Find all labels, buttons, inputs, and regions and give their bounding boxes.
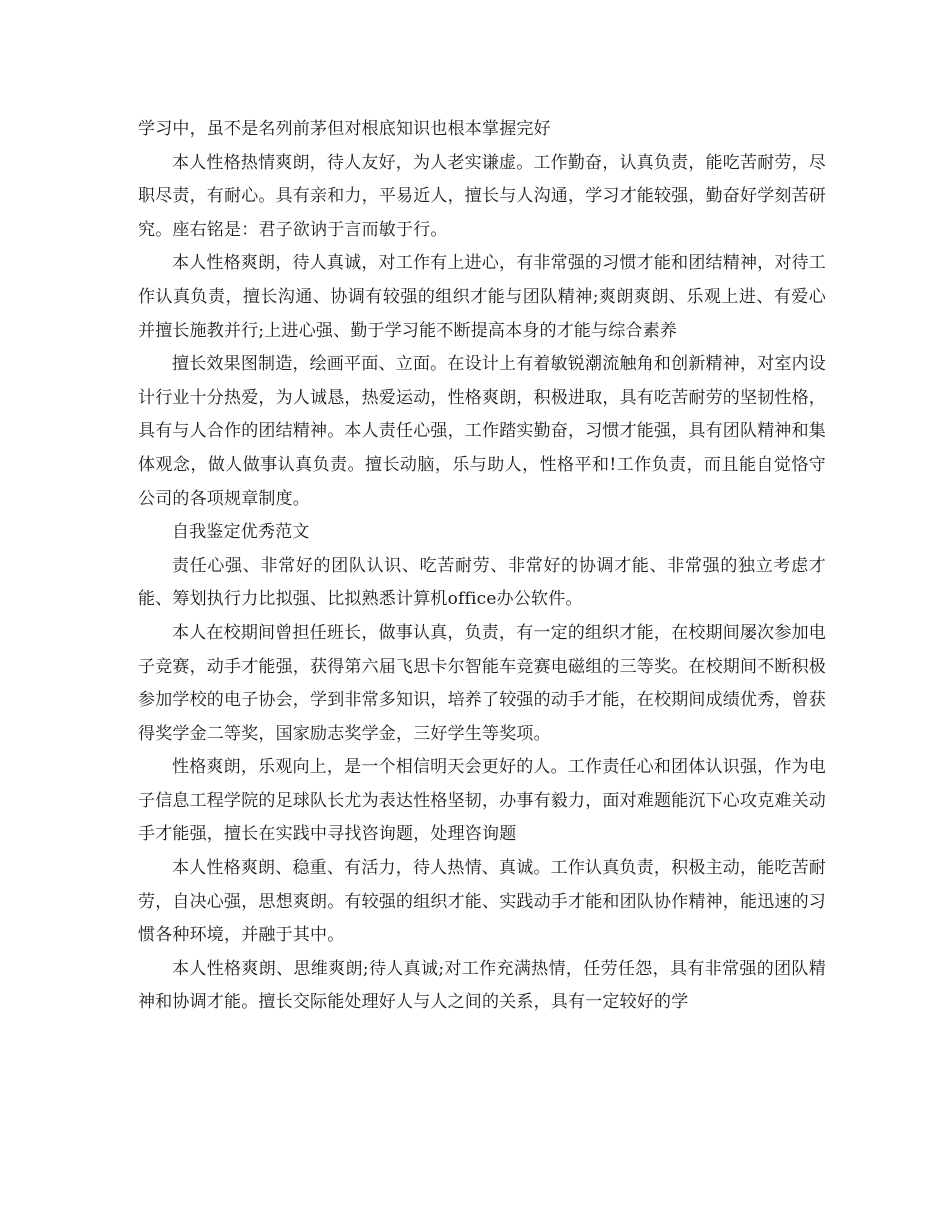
paragraph: 本人在校期间曾担任班长，做事认真，负责，有一定的组织才能，在校期间屡次参加电子竞赛，动手才能强，获得第六届飞思卡尔智能车竞赛电磁组的三等奖。在校期间不断积极参加学校的电子协会，学到非常多知识，培养了较强的动手才能，在校期间成绩优秀，曾获得奖学金二等奖，国家励志奖学金，三好学生等奖项。 bbox=[138, 622, 826, 744]
paragraph: 责任心强、非常好的团队认识、吃苦耐劳、非常好的协调才能、非常强的独立考虑才能、筹划执行力比拟强、比拟熟悉计算机office办公软件。 bbox=[138, 555, 826, 610]
paragraph: 性格爽朗，乐观向上，是一个相信明天会更好的人。工作责任心和团体认识强，作为电子信息工程学院的足球队长尤为表达性格坚韧，办事有毅力，面对难题能沉下心攻克难关动手才能强，擅长在实践中寻找咨询题，处理咨询题 bbox=[138, 757, 826, 845]
section-heading: 自我鉴定优秀范文 bbox=[172, 522, 310, 543]
paragraph: 本人性格爽朗、稳重、有活力，待人热情、真诚。工作认真负责，积极主动，能吃苦耐劳，自决心强，思想爽朗。有较强的组织才能、实践动手才能和团队协作精神，能迅速的习惯各种环境，并融于其中。 bbox=[138, 858, 826, 946]
paragraph: 学习中，虽不是名列前茅但对根底知识也根本掌握完好 bbox=[138, 119, 551, 139]
paragraph: 本人性格爽朗，待人真诚，对工作有上进心，有非常强的习惯才能和团结精神，对待工作认真负责，擅长沟通、协调有较强的组织才能与团队精神;爽朗爽朗、乐观上进、有爱心并擅长施教并行;上进心强、勤于学习能不断提高本身的才能与综合素养 bbox=[138, 253, 826, 341]
paragraph: 擅长效果图制造，绘画平面、立面。在设计上有着敏锐潮流触角和创新精神，对室内设计行业十分热爱，为人诚恳，热爱运动，性格爽朗，积极进取，具有吃苦耐劳的坚韧性格，具有与人合作的团结精神。本人责任心强，工作踏实勤奋，习惯才能强，具有团队精神和集体观念，做人做事认真负责。擅长动脑，乐与助人，性格平和!工作负责，而且能自觉恪守公司的各项规章制度。 bbox=[138, 354, 826, 509]
paragraph: 本人性格爽朗、思维爽朗;待人真诚;对工作充满热情，任劳任怨，具有非常强的团队精神和协调才能。擅长交际能处理好人与人之间的关系，具有一定较好的学 bbox=[138, 958, 826, 1013]
document-body bbox=[138, 113, 826, 1020]
paragraph: 本人性格热情爽朗，待人友好，为人老实谦虚。工作勤奋，认真负责，能吃苦耐劳，尽职尽责，有耐心。具有亲和力，平易近人，擅长与人沟通，学习才能较强，勤奋好学刻苦研究。座右铭是：君子欲讷于言而敏于行。 bbox=[138, 152, 826, 240]
